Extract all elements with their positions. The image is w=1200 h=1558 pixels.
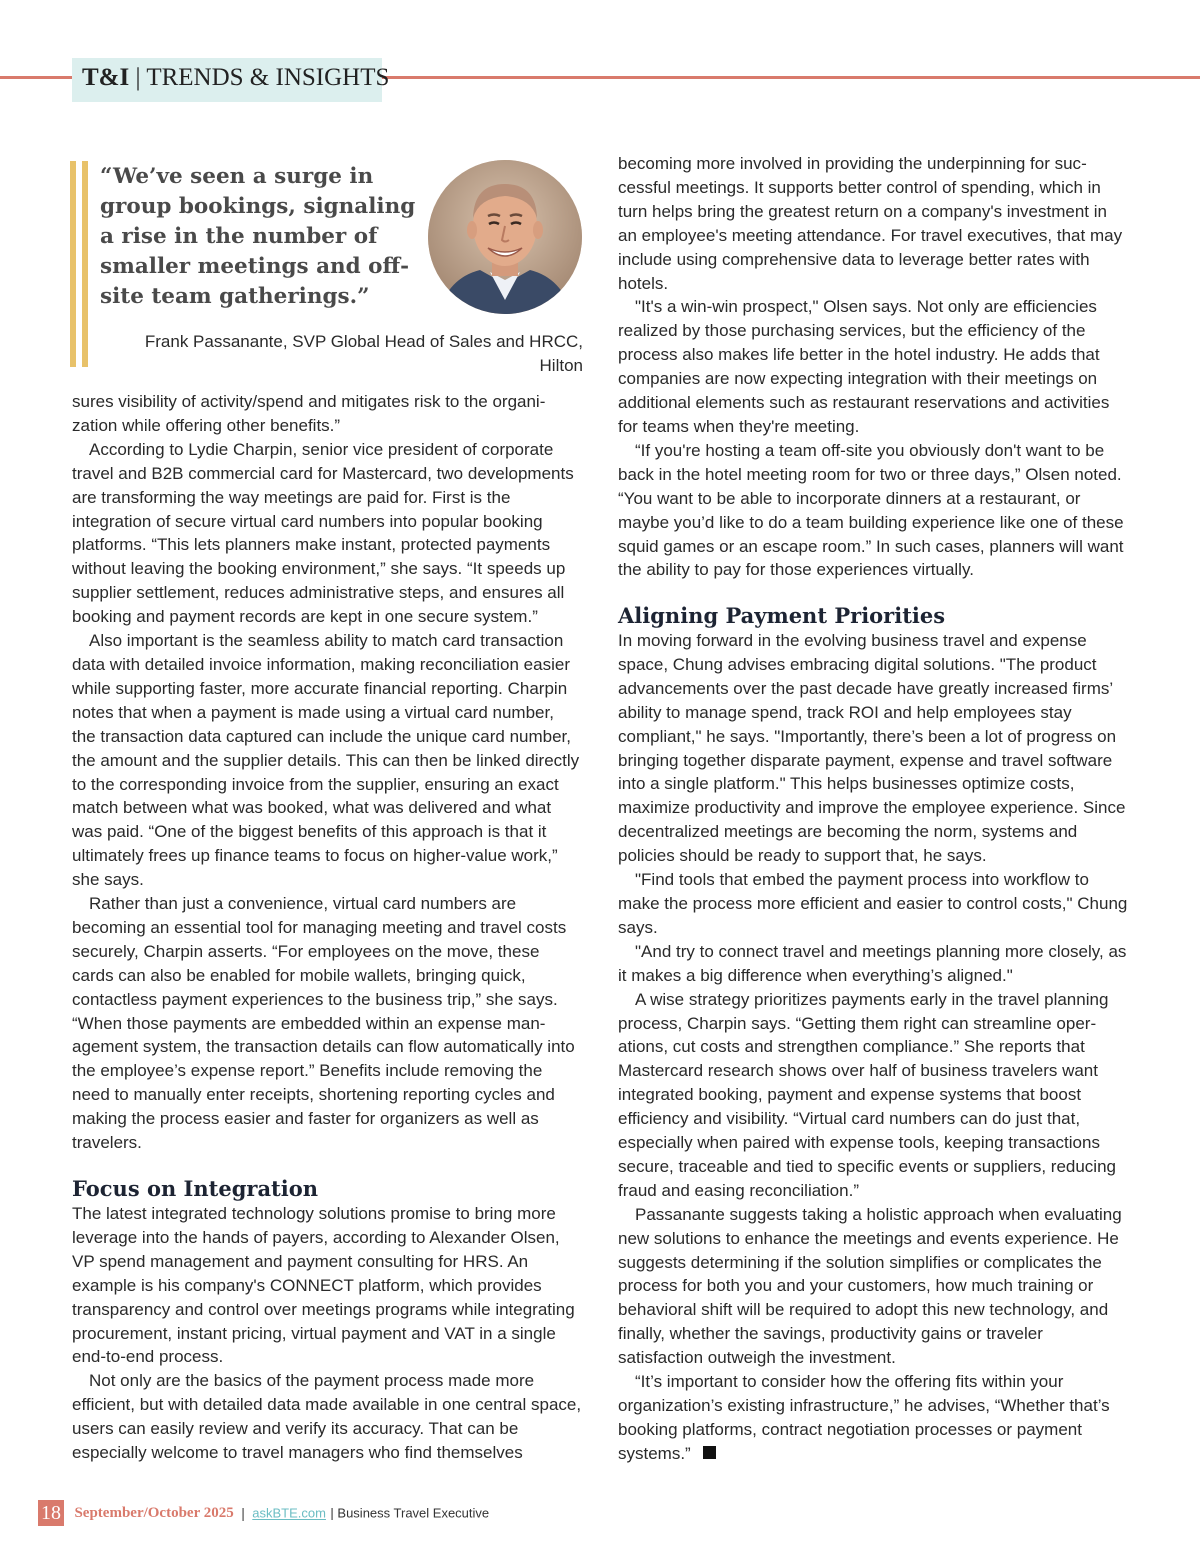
article-column-right-top <box>618 152 1130 582</box>
paragraph: Rather than just a convenience, virtual card numbers are becoming an essential tool for managing meeting and travel costs securely, Charpin asserts. “For employees on the move, these cards can also be enabled for mobile wallets, bringing quick, contactless payment experiences to the business trip,” she says. “When those payments are embedded within an expense management system, the transaction details can flow automatically into the employee’s expense report.” Benefits include removing the need to manually enter receipts, shortening reporting cycles and making the process easier and faster for organizers as well as travelers. <box>72 894 575 1153</box>
section-tag-text: TRENDS & INSIGHTS <box>146 64 390 91</box>
magazine-name: | Business Travel Executive <box>330 1505 490 1521</box>
paragraph: In moving forward in the evolving business travel and expense space, Chung advises embracing digital solutions. "The product advancements over the past decade have greatly increased firms’ ability to manage spend, track ROI and help employees stay compliant," he says. "Importantly, there’s been a lot of progress on bringing together disparate payment, expense and travel software into a single platform." This helps businesses optimize costs, maximize productivity and improve the employee experience. Since decentralized meetings are becoming the norm, systems and policies should be ready to support that, he says. <box>618 631 1126 866</box>
pull-quote-attribution <box>100 330 583 378</box>
paragraph: A wise strategy prioritizes payments early in the travel planning process, Charpin says. “Getting them right can streamline operations, cut costs and strengthen compliance.” She reports that Mastercard research shows over half of business travelers want integrated booking, payment and expense systems that boost efficiency and visibility. “Virtual card numbers can do just that, especially when paired with expense tools, keeping transactions secure, traceable and tied to specific events or suppliers, reducing fraud and easing reconciliation.” <box>618 989 1116 1200</box>
paragraph: "And try to connect travel and meetings planning more closely, as it makes a big difference when everything’s aligned." <box>618 941 1127 985</box>
paragraph: sures visibility of activity/spend and mitigates risk to the organization while offering other benefits.” <box>72 392 546 435</box>
paragraph: "Find tools that embed the payment process into workflow to make the process more efficient and easier to control costs," Chung says. <box>618 870 1128 937</box>
section-tag-divider: | <box>135 64 141 91</box>
pull-quote-bars <box>70 161 90 367</box>
final-paragraph-text: “It’s important to consider how the offering fits within your organization’s existing infrastructure,” he advises, “Whether that’s booking platforms, contract negotiation processes or payment systems.” <box>618 1372 1110 1463</box>
heading-focus-on-integration: Focus on Integration <box>72 1176 319 1201</box>
paragraph: “If you're hosting a team off-site you obviously don't want to be back in the hotel meeting room for two or three days,” Olsen noted. “You want to be able to incorporate dinners at a restaurant, or maybe you’d like to do a team building experience like one of these squid games or an escape room.” In such cases, planners will want the ability to pay for those experiences virtually. <box>618 440 1124 580</box>
article-column-left-bottom <box>72 1176 582 1465</box>
paragraph: Also important is the seamless ability to match card transaction data with detailed invoice information, making reconciliation easier while supporting faster, more accurate financial reporting. Charpin notes that when a payment is made using a virtual card number, the transaction data captured can include the unique card number, the amount and the supplier details. This can then be linked directly to the corresponding invoice from the supplier, ensuring an exact match between what was booked, what was delivered and what was paid. “One of the biggest benefits of this approach is that it ultimately frees up finance teams to focus on higher-value work,” she says. <box>72 631 580 890</box>
article-column-right-bottom <box>618 603 1130 1466</box>
article-column-left-top <box>72 390 582 1155</box>
header-rule-left <box>0 76 72 79</box>
paragraph: becoming more involved in providing the underpinning for successful meetings. It supports better control of spending, which in turn helps bring the greatest return on a company's investment in an employee's meeting attendance. For travel executives, that may include using comprehensive data to leverage better rates with hotels. <box>618 154 1123 293</box>
footer-divider: | <box>241 1505 245 1521</box>
site-link[interactable]: askBTE.com <box>252 1505 326 1521</box>
paragraph: Passanante suggests taking a holistic approach when evaluating new solutions to enhance the meetings and events experience. He suggests determining if the solution simplifies or complicates the process for both you and your customers, how much training or behavioral shift will be required to adopt this new technology, and finally, whether the savings, productivity gains or traveler satisfaction outweigh the investment. <box>618 1204 1122 1368</box>
section-tag-bold: T&I <box>82 64 130 91</box>
issue-date: September/October 2025 <box>74 1504 234 1521</box>
portrait-photo <box>428 160 582 314</box>
paragraph: The latest integrated technology solutions promise to bring more leverage into the hands of payers, according to Alexander Olsen, VP spend management and payment consulting for HRS. An example is his company's CONNECT platform, which provides transparency and control over meetings programs while integrating procurement, instant pricing, virtual payment and VAT in a single end-to-end process. <box>72 1204 575 1367</box>
page-number: 18 <box>38 1500 64 1526</box>
attribution-line-2: Hilton <box>539 355 583 375</box>
attribution-line-1: Frank Passanante, SVP Global Head of Sales and HRCC, <box>144 332 583 351</box>
heading-aligning-payment-priorities: Aligning Payment Priorities <box>618 603 946 628</box>
paragraph: Not only are the basics of the payment process made more efficient, but with detailed data made available in one central space, users can easily review and verify its accuracy. That can be especially welcome to travel managers who find themselves <box>72 1371 582 1463</box>
paragraph: "It's a win-win prospect," Olsen says. Not only are efficiencies realized by those purchasing services, but the efficiency of the process also makes life better in the hotel industry. He adds that companies are now expecting integration with their meetings on additional elements such as restaurant reservations and activities for teams when they're meeting. <box>618 297 1110 436</box>
end-mark-icon <box>703 1446 716 1459</box>
portrait-illustration <box>428 160 582 314</box>
paragraph-final <box>618 1370 1130 1466</box>
pull-quote: “We’ve seen a surge in group bookings, signaling a rise in the number of smaller meetings and off-site team gatherings.” <box>100 164 416 309</box>
section-tag <box>72 58 390 102</box>
footer <box>38 1500 489 1528</box>
header-rule-right <box>382 76 1200 79</box>
paragraph: According to Lydie Charpin, senior vice president of corporate travel and B2B commercial card for Mastercard, two developments are transforming the way meetings are paid for. First is the integration of secure virtual card numbers into popular booking platforms. “This lets planners make instant, protected payments without leaving the booking environment,” she says. “It speeds up supplier settlement, reduces administrative steps, and ensures all booking and payment records are kept in one secure system.” <box>72 439 574 627</box>
